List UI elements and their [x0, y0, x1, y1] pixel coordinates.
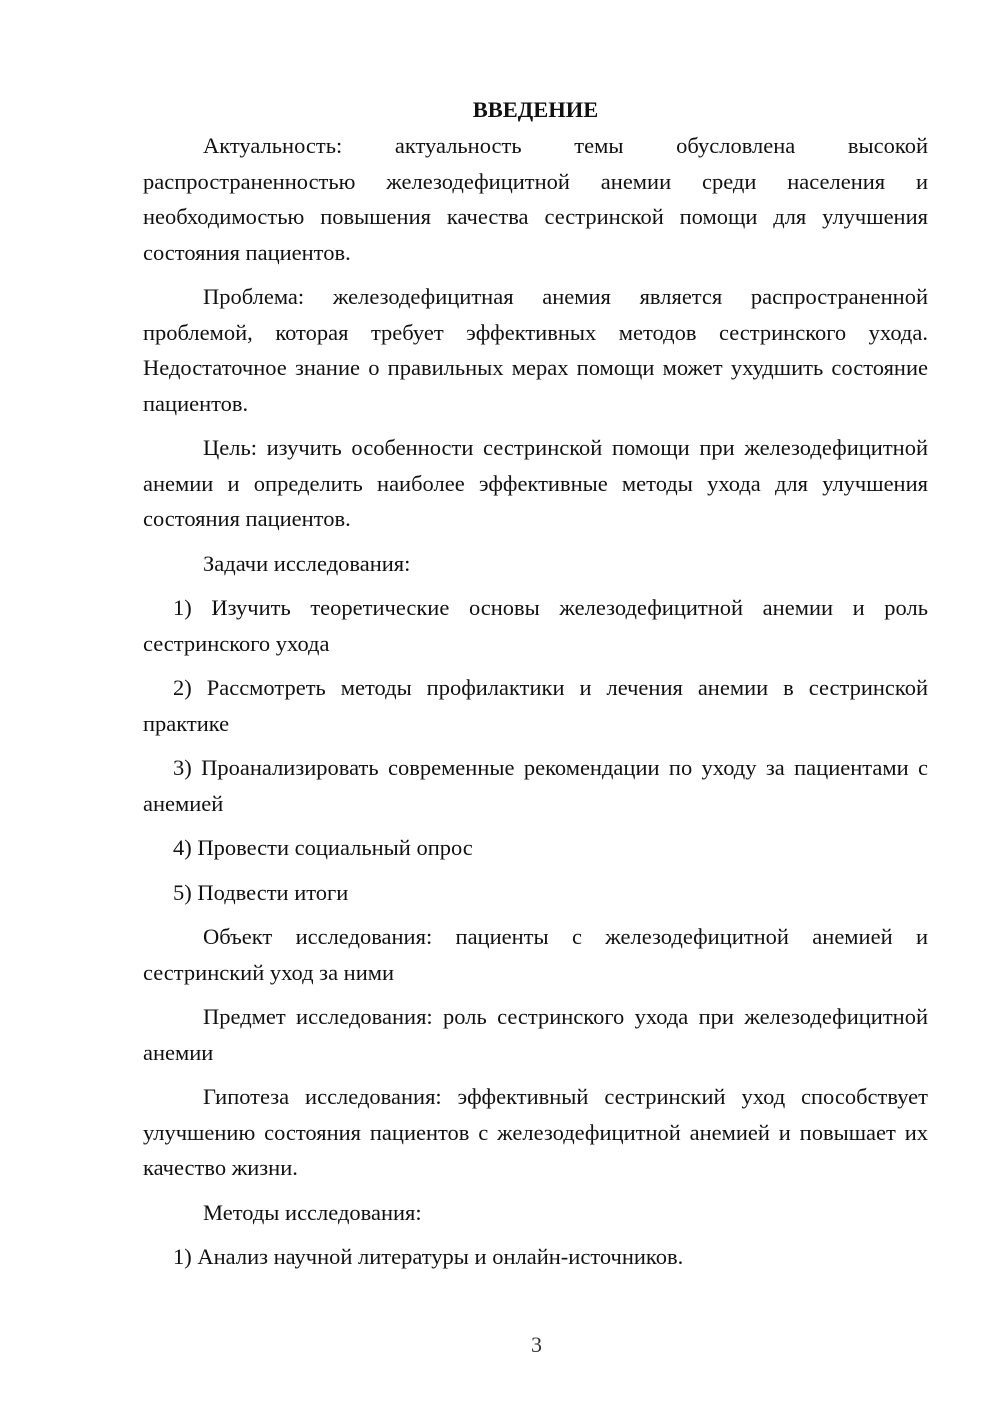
task-item: 5) Подвести итоги	[173, 879, 349, 905]
paragraph-tasks-heading: Задачи исследования:	[203, 550, 411, 576]
task-item: 4) Провести социальный опрос	[173, 835, 473, 860]
paragraph-methods-heading: Методы исследования:	[203, 1199, 422, 1225]
paragraph-object: Объект исследования: пациенты с железодефицитной анемией и сестринский уход за ними	[143, 924, 928, 985]
paragraph-subject: Предмет исследования: роль сестринского ухода при железодефицитной анемии	[143, 1004, 928, 1065]
page-number: 3	[531, 1332, 542, 1357]
method-item: 1) Анализ научной литературы и онлайн-источников.	[173, 1244, 684, 1269]
paragraph-relevance: Актуальность: актуальность темы обусловлена высокой распространенностью железодефицитной анемии среди населения и необходимостью повышения качества сестринской помощи для улучшения состояния пациентов.	[143, 133, 928, 265]
section-title: ВВЕДЕНИЕ	[472, 97, 599, 122]
paragraph-problem: Проблема: железодефицитная анемия является распространенной проблемой, которая требует эффективных методов сестринского ухода. Недостаточное знание о правильных мерах помощи может ухудшить состояние пациентов.	[143, 284, 928, 416]
paragraph-goal: Цель: изучить особенности сестринской помощи при железодефицитной анемии и определить наиболее эффективные методы ухода для улучшения состояния пациентов.	[143, 435, 928, 531]
task-item: 2) Рассмотреть методы профилактики и лечения анемии в сестринской практике	[143, 675, 928, 736]
task-item: 3) Проанализировать современные рекомендации по уходу за пациентами с анемией	[143, 755, 928, 816]
document-page	[143, 92, 928, 1284]
paragraph-hypothesis: Гипотеза исследования: эффективный сестринский уход способствует улучшению состояния пациентов с железодефицитной анемией и повышает их качество жизни.	[143, 1084, 928, 1180]
task-item: 1) Изучить теоретические основы железодефицитной анемии и роль сестринского ухода	[143, 595, 928, 656]
